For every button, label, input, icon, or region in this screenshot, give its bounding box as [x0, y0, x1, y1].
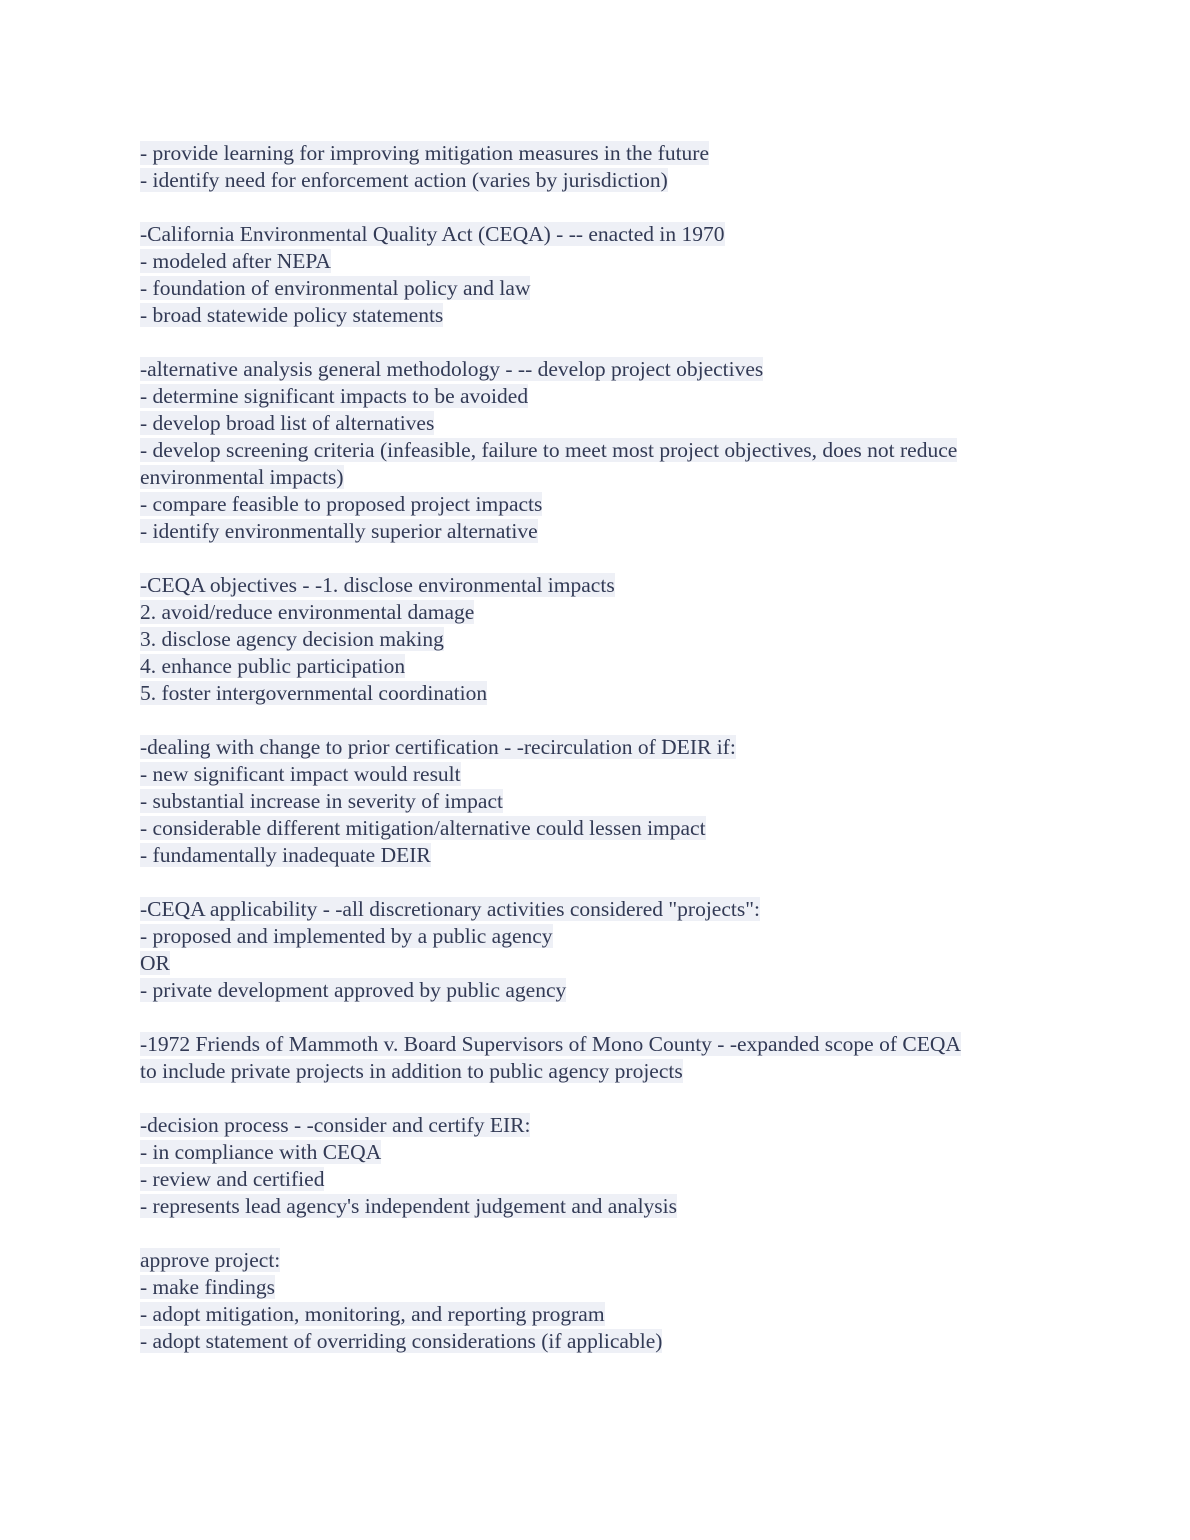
- text-line: - identify need for enforcement action (varies by jurisdiction): [140, 168, 668, 192]
- text-block-ceqa-definition: [140, 221, 1040, 329]
- text-line: -decision process - -consider and certify EIR:: [140, 1113, 531, 1137]
- text-line: - foundation of environmental policy and law: [140, 276, 531, 300]
- text-block-approve-project: [140, 1247, 1040, 1355]
- text-line: -CEQA applicability - -all discretionary activities considered "projects":: [140, 897, 760, 921]
- text-line: 4. enhance public participation: [140, 654, 406, 678]
- text-block-monitoring-purpose: [140, 140, 1040, 194]
- text-line: - adopt statement of overriding considerations (if applicable): [140, 1329, 663, 1353]
- text-line: - develop screening criteria (infeasible, failure to meet most project objectives, does not reduce: [140, 438, 958, 462]
- text-line: - broad statewide policy statements: [140, 303, 444, 327]
- text-line: - provide learning for improving mitigation measures in the future: [140, 141, 710, 165]
- text-line: - adopt mitigation, monitoring, and reporting program: [140, 1302, 605, 1326]
- document-page: [140, 140, 1040, 1382]
- text-block-ceqa-objectives: [140, 572, 1040, 707]
- text-line: 5. foster intergovernmental coordination: [140, 681, 488, 705]
- text-line: environmental impacts): [140, 465, 344, 489]
- text-line: - compare feasible to proposed project impacts: [140, 492, 543, 516]
- text-line: - develop broad list of alternatives: [140, 411, 435, 435]
- text-line: -dealing with change to prior certification - -recirculation of DEIR if:: [140, 735, 736, 759]
- text-line: - proposed and implemented by a public agency: [140, 924, 553, 948]
- text-line: - make findings: [140, 1275, 275, 1299]
- text-line: - considerable different mitigation/alternative could lessen impact: [140, 816, 706, 840]
- text-line: approve project:: [140, 1248, 281, 1272]
- text-block-decision-process: [140, 1112, 1040, 1220]
- text-block-friends-of-mammoth: [140, 1031, 1040, 1085]
- text-line: 3. disclose agency decision making: [140, 627, 444, 651]
- text-line: to include private projects in addition to public agency projects: [140, 1059, 683, 1083]
- text-block-ceqa-applicability: [140, 896, 1040, 1004]
- text-line: OR: [140, 951, 170, 975]
- text-line: - fundamentally inadequate DEIR: [140, 843, 431, 867]
- text-line: - private development approved by public agency: [140, 978, 567, 1002]
- text-block-prior-certification: [140, 734, 1040, 869]
- text-line: -alternative analysis general methodology - -- develop project objectives: [140, 357, 764, 381]
- text-line: - identify environmentally superior alternative: [140, 519, 538, 543]
- text-line: - in compliance with CEQA: [140, 1140, 382, 1164]
- text-line: - determine significant impacts to be avoided: [140, 384, 529, 408]
- text-line: - substantial increase in severity of impact: [140, 789, 503, 813]
- text-block-alternative-analysis: [140, 356, 1040, 545]
- text-line: 2. avoid/reduce environmental damage: [140, 600, 475, 624]
- text-line: -1972 Friends of Mammoth v. Board Supervisors of Mono County - -expanded scope of CEQA: [140, 1032, 961, 1056]
- text-line: - modeled after NEPA: [140, 249, 331, 273]
- text-line: - review and certified: [140, 1167, 325, 1191]
- text-line: - new significant impact would result: [140, 762, 461, 786]
- text-line: - represents lead agency's independent judgement and analysis: [140, 1194, 678, 1218]
- text-line: -CEQA objectives - -1. disclose environmental impacts: [140, 573, 615, 597]
- text-line: -California Environmental Quality Act (CEQA) - -- enacted in 1970: [140, 222, 725, 246]
